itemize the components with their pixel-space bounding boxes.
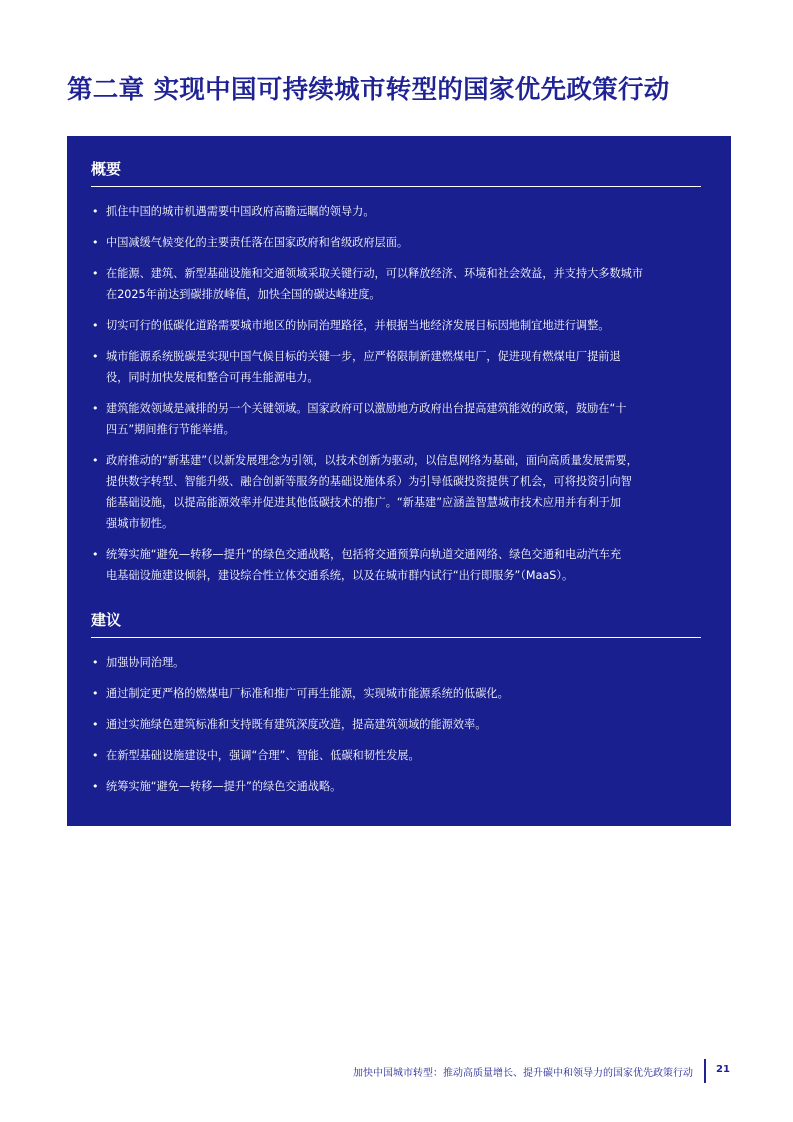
bullet-text-line: 建筑能效领域是减排的另一个关键领域。国家政府可以激励地方政府出台提高建筑能效的政策，鼓励在“十 xyxy=(106,402,627,415)
summary-list xyxy=(91,201,701,586)
bullet-text-line: 在新型基础设施建设中，强调“合理”、智能、低碳和韧性发展。 xyxy=(106,749,420,762)
bullet-item xyxy=(91,683,701,704)
bullet-text-line: 电基础设施建设倾斜，建设综合性立体交通系统，以及在城市群内试行“出行即服务”（MaaS）。 xyxy=(106,569,574,582)
bullet-text-line: 役，同时加快发展和整合可再生能源电力。 xyxy=(106,371,319,384)
recommendations-list xyxy=(91,652,701,797)
bullet-dot-icon: • xyxy=(92,350,99,363)
bullet-item xyxy=(91,450,701,534)
bullet-item xyxy=(91,776,701,797)
bullet-text-line: 在能源、建筑、新型基础设施和交通领域采取关键行动，可以释放经济、环境和社会效益，并支持大多数城市 xyxy=(106,267,644,280)
bullet-item xyxy=(91,398,701,440)
footer-running-title: 加快中国城市转型：推动高质量增长、提升碳中和领导力的国家优先政策行动 xyxy=(353,1068,693,1079)
bullet-text-line: 中国减缓气候变化的主要责任落在国家政府和省级政府层面。 xyxy=(106,236,409,249)
bullet-dot-icon: • xyxy=(92,780,99,793)
bullet-text-line: 政府推动的“新基建”（以新发展理念为引领，以技术创新为驱动，以信息网络为基础，面向高质量发展需要， xyxy=(106,454,638,467)
bullet-dot-icon: • xyxy=(92,402,99,415)
bullet-item xyxy=(91,201,701,222)
bullet-text-line: 统筹实施“避免—转移—提升”的绿色交通战略。 xyxy=(106,780,342,793)
bullet-text-line: 在2025年前达到碳排放峰值，加快全国的碳达峰进度。 xyxy=(106,288,381,301)
bullet-dot-icon: • xyxy=(92,749,99,762)
bullet-dot-icon: • xyxy=(92,718,99,731)
bullet-item xyxy=(91,745,701,766)
bullet-item xyxy=(91,714,701,735)
summary-heading: 概要 xyxy=(91,160,122,178)
footer-divider xyxy=(704,1059,706,1083)
bullet-item xyxy=(91,232,701,253)
recommendations-divider xyxy=(91,637,701,638)
bullet-item xyxy=(91,263,701,305)
bullet-item xyxy=(91,315,701,336)
bullet-dot-icon: • xyxy=(92,319,99,332)
bullet-text-line: 提供数字转型、智能升级、融合创新等服务的基础设施体系）为引导低碳投资提供了机会，可将投资引向智 xyxy=(106,475,632,488)
bullet-text-line: 城市能源系统脱碳是实现中国气候目标的关键一步，应严格限制新建燃煤电厂，促进现有燃煤电厂提前退 xyxy=(106,350,621,363)
bullet-text-line: 切实可行的低碳化道路需要城市地区的协同治理路径，并根据当地经济发展目标因地制宜地进行调整。 xyxy=(106,319,610,332)
chapter-title: 第二章 实现中国可持续城市转型的国家优先政策行动 xyxy=(67,75,670,105)
bullet-dot-icon: • xyxy=(92,205,99,218)
bullet-dot-icon: • xyxy=(92,236,99,249)
bullet-text-line: 抓住中国的城市机遇需要中国政府高瞻远瞩的领导力。 xyxy=(106,205,375,218)
bullet-text-line: 通过实施绿色建筑标准和支持既有建筑深度改造，提高建筑领域的能源效率。 xyxy=(106,718,487,731)
bullet-dot-icon: • xyxy=(92,687,99,700)
recommendations-heading: 建议 xyxy=(91,611,122,629)
bullet-dot-icon: • xyxy=(92,454,99,467)
bullet-text-line: 通过制定更严格的燃煤电厂标准和推广可再生能源，实现城市能源系统的低碳化。 xyxy=(106,687,509,700)
bullet-item xyxy=(91,652,701,673)
bullet-item xyxy=(91,346,701,388)
bullet-text-line: 强城市韧性。 xyxy=(106,517,174,530)
bullet-item xyxy=(91,544,701,586)
bullet-text-line: 四五”期间推行节能举措。 xyxy=(106,423,235,436)
bullet-text-line: 能基础设施，以提高能源效率并促进其他低碳技术的推广。“新基建”应涵盖智慧城市技术应用并有利于加 xyxy=(106,496,622,509)
bullet-text-line: 统筹实施“避免—转移—提升”的绿色交通战略，包括将交通预算向轨道交通网络、绿色交通和电动汽车充 xyxy=(106,548,622,561)
bullet-dot-icon: • xyxy=(92,548,99,561)
bullet-dot-icon: • xyxy=(92,267,99,280)
bullet-text-line: 加强协同治理。 xyxy=(106,656,185,669)
page-number: 21 xyxy=(716,1064,730,1075)
content-panel xyxy=(67,136,731,826)
bullet-dot-icon: • xyxy=(92,656,99,669)
summary-divider xyxy=(91,186,701,187)
